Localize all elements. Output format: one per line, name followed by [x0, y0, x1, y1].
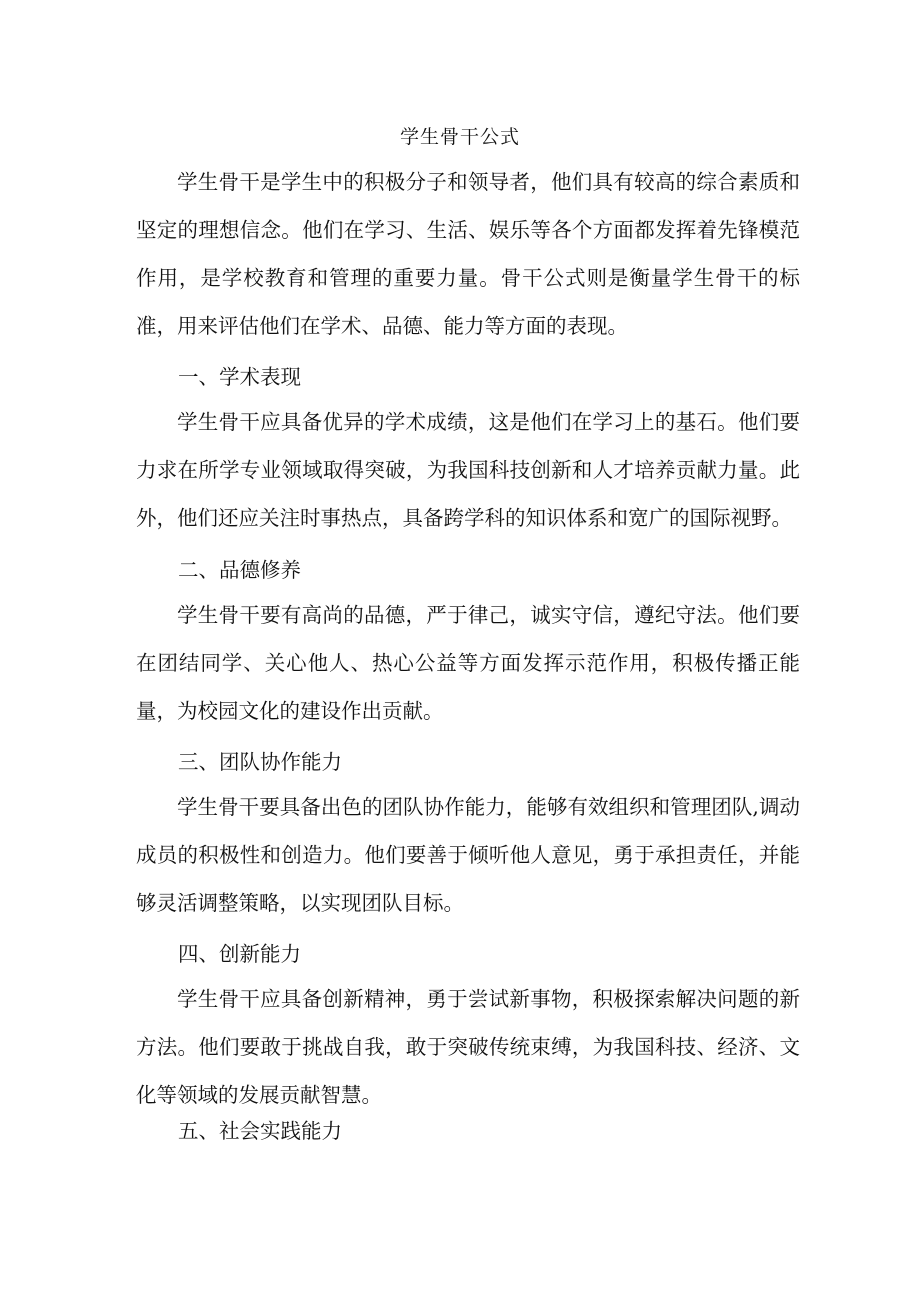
section-heading-academic: 一、学术表现: [178, 365, 301, 389]
section-body-innovation: 学生骨干应具备创新精神，勇于尝试新事物，积极探索解决问题的新方法。他们要敢于挑战自我，敢于突破传统束缚，为我国科技、经济、文化等领域的发展贡献智慧。: [136, 987, 800, 1107]
section-body-academic: 学生骨干应具备优异的学术成绩，这是他们在学习上的基石。他们要力求在所学专业领域取得突破，为我国科技创新和人才培养贡献力量。此外，他们还应关注时事热点，具备跨学科的知识体系和宽广的国际视野。: [136, 410, 800, 530]
section-body-morality: 学生骨干要有高尚的品德，严于律己，诚实守信，遵纪守法。他们要在团结同学、关心他人、热心公益等方面发挥示范作用，积极传播正能量，为校园文化的建设作出贡献。: [136, 603, 800, 723]
section-heading-teamwork: 三、团队协作能力: [178, 750, 342, 774]
document-title: 学生骨干公式: [399, 126, 520, 148]
section-heading-innovation: 四、创新能力: [178, 942, 301, 966]
section-body-teamwork: 学生骨干要具备出色的团队协作能力，能够有效组织和管理团队,调动成员的积极性和创造力。他们要善于倾听他人意见，勇于承担责任，并能够灵活调整策略，以实现团队目标。: [136, 795, 800, 915]
section-heading-morality: 二、品德修养: [178, 558, 301, 582]
section-heading-social-practice: 五、社会实践能力: [178, 1119, 342, 1143]
intro-paragraph: 学生骨干是学生中的积极分子和领导者，他们具有较高的综合素质和坚定的理想信念。他们在学习、生活、娱乐等各个方面都发挥着先锋模范作用，是学校教育和管理的重要力量。骨干公式则是衡量学生骨干的标准，用来评估他们在学术、品德、能力等方面的表现。: [136, 170, 800, 338]
